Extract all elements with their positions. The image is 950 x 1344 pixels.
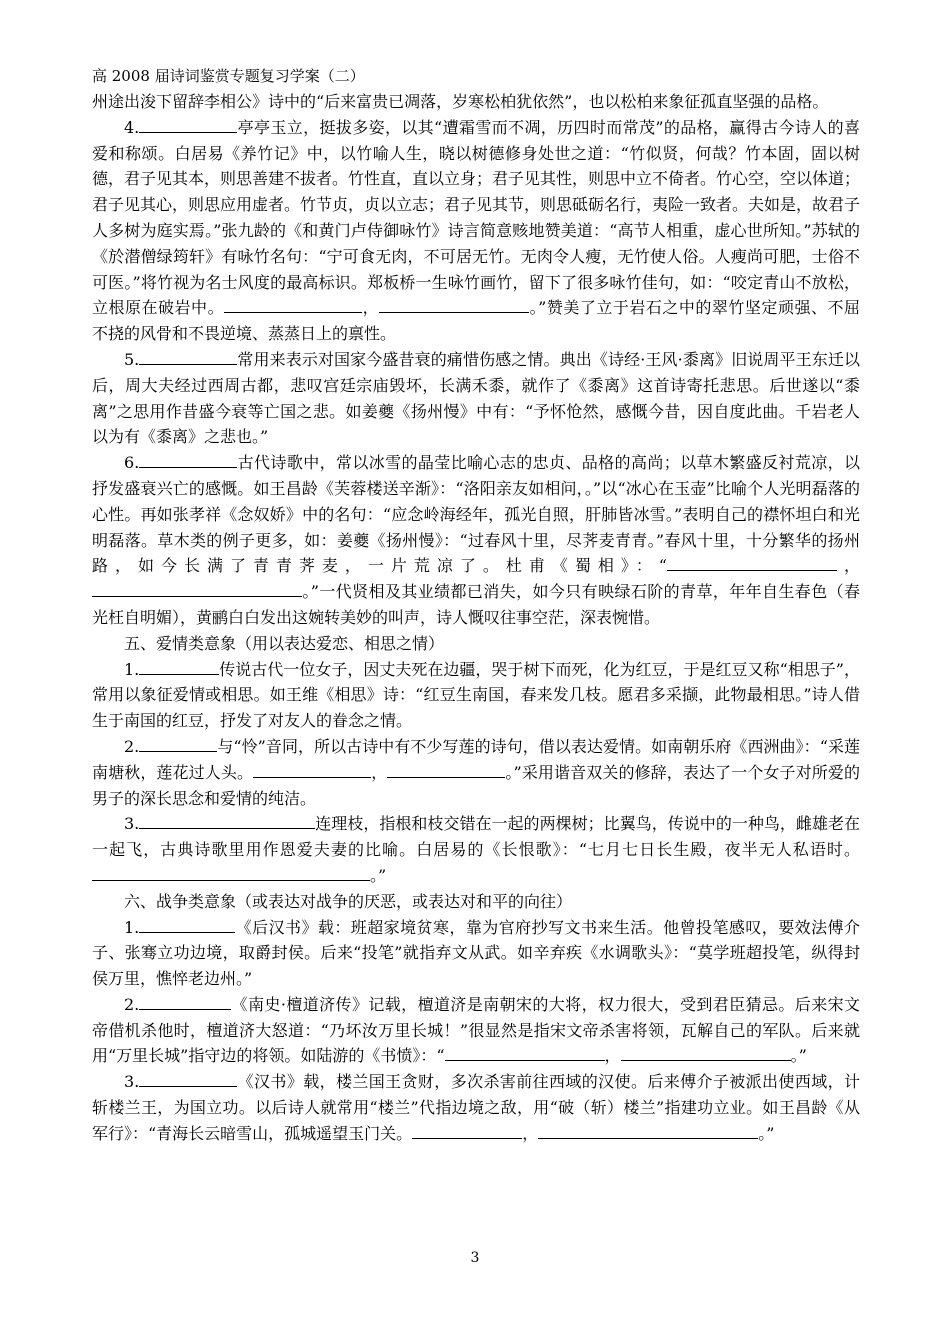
punctuation: ，: [837, 556, 860, 576]
answer-blank[interactable]: [139, 347, 237, 365]
answer-blank[interactable]: [139, 992, 231, 1010]
item-2-lotus: [92, 734, 860, 811]
punctuation: ，: [371, 762, 388, 782]
answer-blank[interactable]: [379, 295, 529, 313]
item-1-toubi: [92, 915, 860, 992]
item-text: 常用来表示对国家今盛昔衰的痛惜伤感之情。典出《诗经·王风·黍离》旧说周平王东迁以后，周大夫经过西周古都，悲叹宫廷宗庙毁坏，长满禾黍，就作了《黍离》这首诗寄托悲思。后世遂以“黍离”之思用作昔盛今衰等亡国之悲。如姜夔《扬州慢》中有：“予怀怆然，感慨今昔，因自度此曲。千岩老人以为有《黍离》之悲也。”: [92, 349, 860, 447]
answer-blank[interactable]: [139, 734, 217, 752]
item-3-loulan: [92, 1069, 860, 1146]
item-text: 连理枝，指根和枝交错在一起的两棵树；比翼鸟，传说中的一种鸟，雌雄老在一起飞，古典诗歌里用作恩爱夫妻的比喻。白居易的《长恨歌》：“七月七日长生殿，夜半无人私语时。: [92, 814, 860, 860]
item-text: 。”: [790, 1046, 807, 1066]
answer-blank[interactable]: [139, 811, 315, 829]
item-2-great-wall: [92, 992, 860, 1069]
answer-blank[interactable]: [538, 1121, 758, 1139]
item-text: 。”采用谐音双关的修辞，表达了一个女子对所爱的男子的深长思念和爱情的纯洁。: [92, 762, 860, 808]
page-header: 高 2008 届诗词鉴赏专题复习学案（二）: [92, 67, 365, 85]
answer-blank[interactable]: [667, 553, 837, 571]
item-1-red-bean: [92, 657, 860, 734]
answer-blank[interactable]: [445, 1043, 605, 1061]
item-text: 。”一代贤相及其业绩都已消失，如今只有映绿石阶的青草，年年自生春色（春光枉自明媚），黄鹂白白发出这婉转美妙的叫声，诗人慨叹往事空茫，深表惋惜。: [92, 582, 860, 627]
section-5-heading: 五、爱情类意象（用以表达爱恋、相思之情）: [124, 633, 445, 653]
answer-blank[interactable]: [139, 115, 237, 133]
answer-blank[interactable]: [139, 450, 237, 468]
item-text: 传说古代一位女子，因丈夫死在边疆，哭于树下而死，化为红豆，于是红豆又称“相思子”，常用以象征爱情或相思。如王维《相思》诗：“红豆生南国，春来发几枝。愿君多采撷，此物最相思。”诗人借生于南国的红豆，抒发了对友人的眷念之情。: [92, 659, 860, 731]
answer-blank[interactable]: [139, 915, 235, 933]
item-5-shuli: [92, 347, 860, 450]
answer-blank[interactable]: [224, 295, 362, 313]
item-3-lianli: [92, 811, 860, 888]
punctuation: ，: [522, 1123, 539, 1143]
item-text: 。”赞美了立于岩石之中的翠竹坚定顽强、不屈不挠的风骨和不畏逆境、蒸蒸日上的禀性。: [92, 298, 860, 344]
item-text: 《南史·檀道济传》记载，檀道济是南朝宋的大将，权力很大，受到君臣猜忌。后来宋文帝借机杀他时，檀道济大怒道：“乃坏汝万里长城！”很显然是指宋文帝杀害将领，瓦解自己的军队。后来就用“万里长城”指守边的将领。如陆游的《书愤》：“: [92, 994, 860, 1066]
answer-blank[interactable]: [139, 1069, 237, 1087]
item-text: 《后汉书》载：班超家境贫寒，靠为官府抄写文书来生活。他曾投笔感叹，要效法傅介子、张骞立功边境，取爵封侯。后来“投笔”就指弃文从武。如辛弃疾《水调歌头》：“莫学班超投笔，纵得封侯万里，憔悴老边州。”: [92, 917, 860, 989]
item-4-bamboo: [92, 115, 860, 347]
answer-blank[interactable]: [253, 760, 371, 778]
section-6-heading: 六、战争类意象（或表达对战争的厌恶，或表达对和平的向往）: [124, 891, 573, 911]
item-number: 3.: [124, 1072, 140, 1092]
item-text: 亭亭玉立，挺拔多姿，以其“遭霜雪而不凋，历四时而常茂”的品格，赢得古今诗人的喜爱和称颂。白居易《养竹记》中，以竹喻人生，晓以树德修身处世之道：“竹似贤，何哉？竹本固，固以树德，君子见其本，则思善建不拔者。竹性直，直以立身；君子见其性，则思中立不倚者。竹心空，空以体道；君子见其心，则思应用虚者。竹节贞，贞以立志；君子见其节，则思砥砺名行，夷险一致者。夫如是，故君子人多树为庭实焉。”张九龄的《和黄门卢侍御咏竹》诗言简意赅地赞美道：“高节人相重，虚心世所知。”苏轼的《於潜僧绿筠轩》有咏竹名句：“宁可食无肉，不可居无竹。无肉令人瘦，无竹使人俗。人瘦尚可肥，士俗不可医。”将竹视为名士风度的最高标识。郑板桥一生咏竹画竹，留下了很多咏竹佳句，如：“咬定青山不放松，立根原在破岩中。: [92, 117, 861, 318]
answer-blank[interactable]: [92, 863, 370, 881]
item-number: 3.: [124, 814, 140, 834]
punctuation: ，: [604, 1046, 621, 1066]
document-page: [92, 66, 860, 1147]
item-number: 5.: [124, 349, 140, 369]
answer-blank[interactable]: [139, 657, 219, 675]
answer-blank[interactable]: [387, 760, 505, 778]
paragraph-pine-end: 州途出浚下留辞李相公》诗中的“后来富贵已凋落，岁寒松柏犹依然”，也以松柏来象征孤直坚强的品格。: [92, 92, 829, 111]
item-text: 古代诗歌中，常以冰雪的晶莹比喻心志的忠贞、品格的高尚；以草木繁盛反衬荒凉，以抒发盛衰兴亡的感慨。如王昌龄《芙蓉楼送辛渐》：“洛阳亲友如相问，。”以“冰心在玉壶”比喻个人光明磊落的心性。再如张孝祥《念奴娇》中的名句：“应念岭海经年，孤光自照，肝肺皆冰雪。”表明自己的襟怀坦白和光明磊落。草木类的例子更多，如：姜夔《扬州慢》：“过春风十里，尽荠麦青青。”春风十里，十分繁华的扬州路，如今长满了青青荠麦，一片荒凉了。杜甫《蜀相》：“: [92, 453, 860, 576]
punctuation: ，: [362, 298, 380, 318]
item-number: 6.: [124, 453, 140, 473]
item-text: 《汉书》载，楼兰国王贪财，多次杀害前往西域的汉使。后来傅介子被派出使西域，计斩楼兰王，为国立功。以后诗人就常用“楼兰”代指边境之敌，用“破（斩）楼兰”指建功立业。如王昌龄《从军行》：“青海长云暗雪山，孤城遥望玉门关。: [92, 1072, 860, 1143]
item-number: 2.: [124, 994, 140, 1014]
item-number: 2.: [124, 736, 140, 756]
item-6-ice-grass: [92, 450, 860, 631]
item-text: 与“怜”音同，所以古诗中有不少写莲的诗句，借以表达爱情。如南朝乐府《西洲曲》：“采莲南塘秋，莲花过人头。: [92, 736, 860, 782]
answer-blank[interactable]: [621, 1043, 791, 1061]
item-number: 4.: [124, 117, 140, 137]
page-number: 3: [470, 1250, 480, 1266]
item-number: 1.: [124, 917, 140, 937]
item-text: 。”: [758, 1123, 775, 1143]
answer-blank[interactable]: [412, 1121, 522, 1139]
item-text: 。”: [370, 865, 387, 885]
item-number: 1.: [124, 659, 140, 679]
answer-blank[interactable]: [92, 579, 302, 597]
